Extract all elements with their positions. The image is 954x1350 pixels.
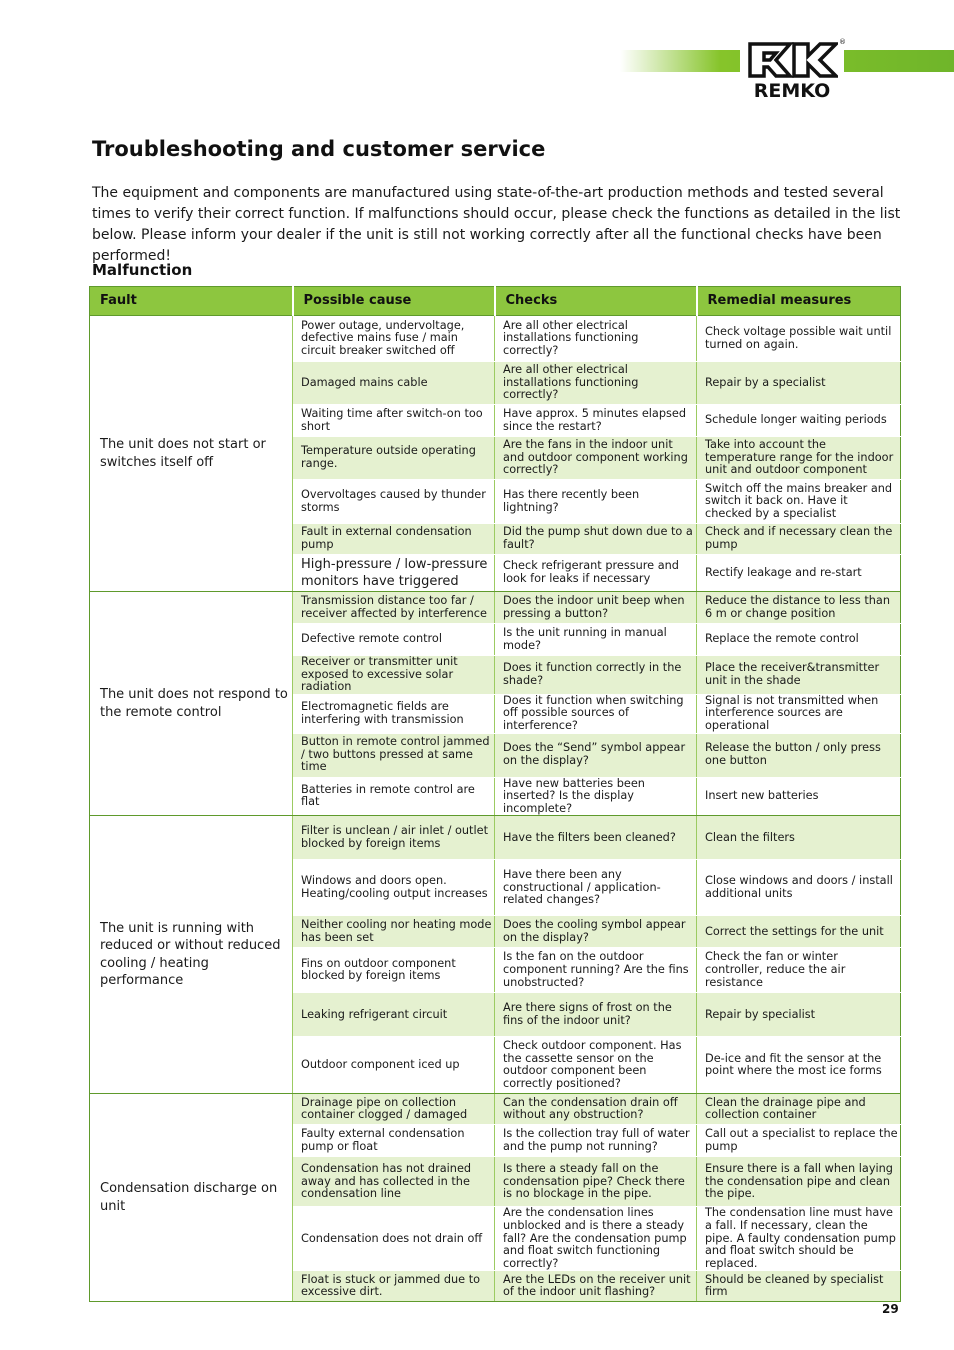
cause-cell: Damaged mains cable <box>293 362 495 405</box>
header-checks: Checks <box>495 287 697 316</box>
cause-cell: Float is stuck or jammed due to excessive dirt. <box>293 1271 495 1302</box>
cause-cell: Receiver or transmitter unit exposed to excessive solar radiation <box>293 656 495 695</box>
check-cell: Did the pump shut down due to a fault? <box>495 524 697 555</box>
remedy-cell: Check the fan or winter controller, reduce the air resistance <box>697 948 901 993</box>
cause-cell: Electromagnetic fields are interfering with transmission <box>293 694 495 733</box>
cause-cell: Defective remote control <box>293 624 495 656</box>
check-cell: Have approx. 5 minutes elapsed since the restart? <box>495 405 697 437</box>
remedy-cell: Release the button / only press one button <box>697 733 901 777</box>
cause-cell: Batteries in remote control are flat <box>293 777 495 816</box>
remedy-cell: Ensure there is a fall when laying the condensation pipe and clean the pipe. <box>697 1157 901 1207</box>
remedy-cell: Correct the settings for the unit <box>697 916 901 948</box>
table-row <box>90 1094 901 1125</box>
cause-cell: High-pressure / low-pressure monitors have triggered <box>293 555 495 592</box>
cause-cell: Condensation does not drain off <box>293 1207 495 1271</box>
remedy-cell: Check voltage possible wait until turned on again. <box>697 316 901 362</box>
check-cell: Have there been any constructional / application-related changes? <box>495 860 697 916</box>
check-cell: Has there recently been lightning? <box>495 480 697 524</box>
remedy-cell: De-ice and fit the sensor at the point where the most ice forms <box>697 1037 901 1094</box>
remedy-cell: Reduce the distance to less than 6 m or change position <box>697 592 901 624</box>
header-cause: Possible cause <box>293 287 495 316</box>
table-row <box>90 316 901 362</box>
remedy-cell: Call out a specialist to replace the pump <box>697 1125 901 1157</box>
remedy-cell: Clean the filters <box>697 816 901 860</box>
malfunction-table <box>89 286 901 1302</box>
fault-cell: The unit does not respond to the remote control <box>90 592 293 816</box>
fault-cell: Condensation discharge on unit <box>90 1094 293 1302</box>
fault-cell: The unit is running with reduced or without reduced cooling / heating performance <box>90 816 293 1094</box>
check-cell: Are the LEDs on the receiver unit of the indoor unit flashing? <box>495 1271 697 1302</box>
remedy-cell: Repair by specialist <box>697 993 901 1037</box>
check-cell: Does the cooling symbol appear on the display? <box>495 916 697 948</box>
cause-cell: Temperature outside operating range. <box>293 437 495 480</box>
cause-cell: Filter is unclean / air inlet / outlet blocked by foreign items <box>293 816 495 860</box>
cause-cell: Outdoor component iced up <box>293 1037 495 1094</box>
remko-logo-icon <box>746 40 838 80</box>
remedy-cell: Repair by a specialist <box>697 362 901 405</box>
check-cell: Are all other electrical installations functioning correctly? <box>495 316 697 362</box>
check-cell: Are the fans in the indoor unit and outdoor component working correctly? <box>495 437 697 480</box>
remedy-cell: Should be cleaned by specialist firm <box>697 1271 901 1302</box>
remedy-cell: Place the receiver&transmitter unit in the shade <box>697 656 901 695</box>
cause-cell: Condensation has not drained away and has collected in the condensation line <box>293 1157 495 1207</box>
check-cell: Have the filters been cleaned? <box>495 816 697 860</box>
cause-cell: Fins on outdoor component blocked by foreign items <box>293 948 495 993</box>
fault-cell: The unit does not start or switches itself off <box>90 316 293 592</box>
check-cell: Check outdoor component. Has the cassette sensor on the outdoor component been correctly positioned? <box>495 1037 697 1094</box>
check-cell: Is the collection tray full of water and the pump not running? <box>495 1125 697 1157</box>
remedy-cell: Schedule longer waiting periods <box>697 405 901 437</box>
section-title: Malfunction <box>92 261 193 279</box>
remedy-cell: Rectify leakage and re-start <box>697 555 901 592</box>
check-cell: Is the fan on the outdoor component running? Are the fins unobstructed? <box>495 948 697 993</box>
cause-cell: Button in remote control jammed / two buttons pressed at same time <box>293 733 495 777</box>
check-cell: Is the unit running in manual mode? <box>495 624 697 656</box>
header-fault: Fault <box>90 287 293 316</box>
check-cell: Does it function when switching off possible sources of interference? <box>495 694 697 733</box>
cause-cell: Faulty external condensation pump or float <box>293 1125 495 1157</box>
page-number: 29 <box>882 1302 899 1316</box>
check-cell: Have new batteries been inserted? Is the display incomplete? <box>495 777 697 816</box>
cause-cell: Overvoltages caused by thunder storms <box>293 480 495 524</box>
table-row <box>90 592 901 624</box>
check-cell: Does the indoor unit beep when pressing a button? <box>495 592 697 624</box>
cause-cell: Neither cooling nor heating mode has been set <box>293 916 495 948</box>
remedy-cell: Insert new batteries <box>697 777 901 816</box>
check-cell: Are there signs of frost on the fins of the indoor unit? <box>495 993 697 1037</box>
cause-cell: Fault in external condensation pump <box>293 524 495 555</box>
cause-cell: Transmission distance too far / receiver affected by interference <box>293 592 495 624</box>
remedy-cell: Replace the remote control <box>697 624 901 656</box>
table-row <box>90 816 901 860</box>
logo-wordmark: REMKO <box>753 80 831 102</box>
remedy-cell: Clean the drainage pipe and collection container <box>697 1094 901 1125</box>
cause-cell: Leaking refrigerant circuit <box>293 993 495 1037</box>
check-cell: Does it function correctly in the shade? <box>495 656 697 695</box>
check-cell: Check refrigerant pressure and look for leaks if necessary <box>495 555 697 592</box>
cause-cell: Power outage, undervoltage, defective mains fuse / main circuit breaker switched off <box>293 316 495 362</box>
remedy-cell: Check and if necessary clean the pump <box>697 524 901 555</box>
remko-logo <box>740 38 844 104</box>
check-cell: Does the “Send” symbol appear on the display? <box>495 733 697 777</box>
cause-cell: Waiting time after switch-on too short <box>293 405 495 437</box>
table-header-row <box>90 287 901 316</box>
cause-cell: Windows and doors open. Heating/cooling output increases <box>293 860 495 916</box>
remedy-cell: Close windows and doors / install additional units <box>697 860 901 916</box>
intro-paragraph: The equipment and components are manufactured using state-of-the-art production methods and tested several times to verify their correct function. If malfunctions should occur, please check the functions as detailed in the list below. Please inform your dealer if the unit is still not working correctly after all the functional checks have been performed! <box>92 185 901 264</box>
remedy-cell: The condensation line must have a fall. If necessary, clean the pipe. A faulty condensation pump and float switch should be replaced. <box>697 1207 901 1271</box>
remedy-cell: Signal is not transmitted when interference sources are operational <box>697 694 901 733</box>
page-title: Troubleshooting and customer service <box>92 137 546 161</box>
check-cell: Are all other electrical installations functioning correctly? <box>495 362 697 405</box>
remedy-cell: Switch off the mains breaker and switch it back on. Have it checked by a specialist <box>697 480 901 524</box>
registered-mark: ® <box>839 38 846 46</box>
check-cell: Is there a steady fall on the condensation pipe? Check there is no blockage in the pipe. <box>495 1157 697 1207</box>
header-remedy: Remedial measures <box>697 287 901 316</box>
check-cell: Are the condensation lines unblocked and is there a steady fall? Are the condensation pump and float switch functioning correctly? <box>495 1207 697 1271</box>
remedy-cell: Take into account the temperature range for the indoor unit and outdoor component <box>697 437 901 480</box>
cause-cell: Drainage pipe on collection container clogged / damaged <box>293 1094 495 1125</box>
check-cell: Can the condensation drain off without any obstruction? <box>495 1094 697 1125</box>
